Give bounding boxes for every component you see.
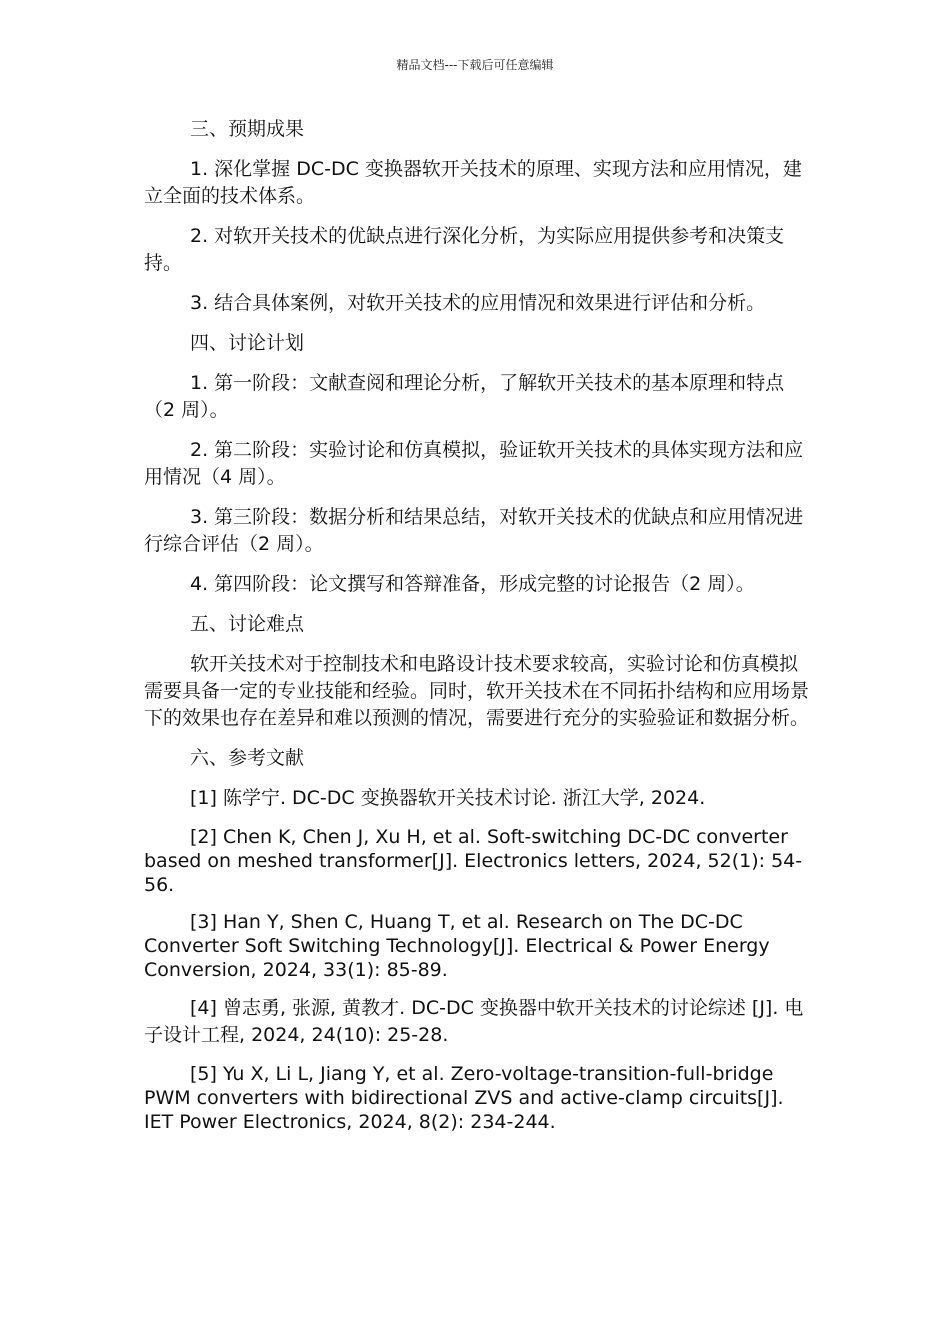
section-heading-difficulties: 五、讨论难点 (190, 613, 305, 635)
paragraph-plan-4: 4. 第四阶段：论文撰写和答辩准备，形成完整的讨论报告（2 周）。 (190, 573, 755, 595)
paragraph-difficulties: 软开关技术对于控制技术和电路设计技术要求较高，实验讨论和仿真模拟需要具备一定的专业技能和经验。同时，软开关技术在不同拓扑结构和应用场景下的效果也存在差异和难以预测的情况，需要进行充分的实验验证和数据分析。 (144, 653, 810, 729)
document-body (144, 116, 812, 1147)
page-header: 精品文档---下载后可任意编辑 (396, 58, 554, 72)
reference-1: [1] 陈学宁. DC-DC 变换器软开关技术讨论. 浙江大学, 2024. (190, 787, 706, 809)
reference-4: [4] 曾志勇, 张源, 黄教才. DC-DC 变换器中软开关技术的讨论综述 [J]. 电子设计工程, 2024, 24(10): 25-28. (144, 997, 804, 1046)
section-heading-references: 六、参考文献 (190, 747, 305, 769)
section-heading-expected-results: 三、预期成果 (190, 118, 305, 140)
section-heading-discussion-plan: 四、讨论计划 (190, 332, 305, 354)
paragraph-result-2: 2. 对软开关技术的优缺点进行深化分析，为实际应用提供参考和决策支持。 (144, 225, 785, 274)
reference-2: [2] Chen K, Chen J, Xu H, et al. Soft-switching DC-DC converter based on meshed transformer[J]. Electronics letters, 2024, 52(1): 54-56. (144, 826, 803, 896)
paragraph-plan-1: 1. 第一阶段：文献查阅和理论分析，了解软开关技术的基本原理和特点（2 周）。 (144, 372, 785, 421)
paragraph-result-3: 3. 结合具体案例，对软开关技术的应用情况和效果进行评估和分析。 (190, 292, 766, 314)
paragraph-result-1: 1. 深化掌握 DC-DC 变换器软开关技术的原理、实现方法和应用情况，建立全面的技术体系。 (144, 158, 802, 207)
reference-3: [3] Han Y, Shen C, Huang T, et al. Research on The DC-DC Converter Soft Switching Technology[J]. Electrical & Power Energy Conversion, 2024, 33(1): 85-89. (144, 911, 770, 981)
paragraph-plan-2: 2. 第二阶段：实验讨论和仿真模拟，验证软开关技术的具体实现方法和应用情况（4 周）。 (144, 439, 804, 488)
paragraph-plan-3: 3. 第三阶段：数据分析和结果总结，对软开关技术的优缺点和应用情况进行综合评估（2 周）。 (144, 506, 804, 555)
reference-5: [5] Yu X, Li L, Jiang Y, et al. Zero-voltage-transition-full-bridge PWM converters with bidirectional ZVS and active-clamp circuits[J]. IET Power Electronics, 2024, 8(2): 234-244. (144, 1063, 784, 1133)
